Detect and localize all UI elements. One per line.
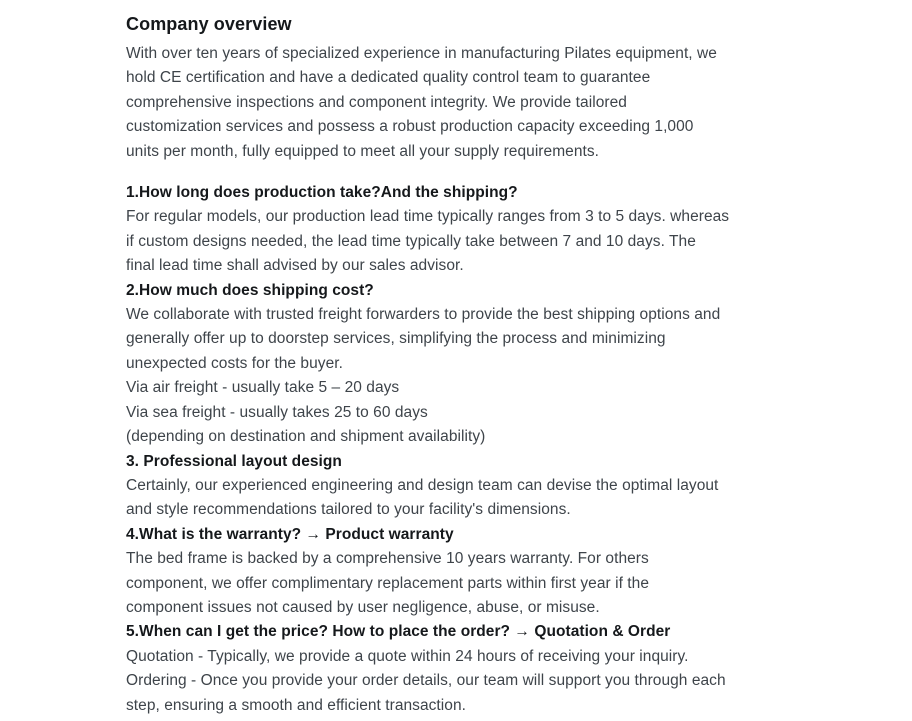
faq-answer-line: if custom designs needed, the lead time typically take between 7 and 10 days. The: [126, 232, 696, 250]
intro-line: With over ten years of specialized experience in manufacturing Pilates equipment, we: [126, 45, 717, 62]
faq-answer-line: The bed frame is backed by a comprehensive 10 years warranty. For others: [126, 550, 649, 568]
faq-answer-line: component, we offer complimentary replacement parts within first year if the: [126, 574, 649, 592]
faq-answer-line: and style recommendations tailored to your facility's dimensions.: [126, 501, 571, 519]
faq-question: 2.How much does shipping cost?: [126, 281, 374, 299]
faq-answer-line: Quotation - Typically, we provide a quote within 24 hours of receiving your inquiry.: [126, 647, 689, 665]
intro-line: customization services and possess a robust production capacity exceeding 1,000: [126, 118, 694, 136]
faq-question: 3. Professional layout design: [126, 452, 342, 470]
faq-answer-line: component issues not caused by user negligence, abuse, or misuse.: [126, 598, 600, 616]
faq-answer-line: final lead time shall advised by our sales advisor.: [126, 257, 464, 275]
faq-question: 4.What is the warranty? → Product warranty: [126, 525, 454, 543]
intro-line: units per month, fully equipped to meet all your supply requirements.: [126, 142, 600, 160]
page-title: Company overview: [126, 14, 292, 34]
paragraph-gap: [126, 164, 826, 181]
faq-answer-line: Ordering - Once you provide your order details, our team will support you through each: [126, 672, 726, 690]
company-overview-content: [126, 12, 826, 718]
faq-answer-line: Certainly, our experienced engineering and design team can devise the optimal layout: [126, 476, 719, 494]
faq-section-shipping-cost: [126, 279, 826, 450]
intro-paragraph: [126, 42, 826, 164]
faq-answer-line: We collaborate with trusted freight forwarders to provide the best shipping options and: [126, 306, 721, 324]
faq-section-production-time: [126, 181, 826, 279]
faq-answer-line: Via air freight - usually take 5 – 20 days: [126, 379, 400, 397]
faq-answer-line: Via sea freight - usually takes 25 to 60 days: [126, 403, 428, 421]
faq-answer-line: generally offer up to doorstep services, simplifying the process and minimizing: [126, 330, 666, 348]
faq-answer-line: unexpected costs for the buyer.: [126, 354, 343, 372]
intro-line: comprehensive inspections and component integrity. We provide tailored: [126, 93, 627, 111]
faq-question: 5.When can I get the price? How to place the order? → Quotation & Order: [126, 623, 671, 641]
faq-section-price-order: [126, 620, 826, 718]
faq-section-warranty: [126, 523, 826, 621]
faq-answer-line: For regular models, our production lead time typically ranges from 3 to 5 days. whereas: [126, 208, 730, 226]
intro-line: hold CE certification and have a dedicated quality control team to guarantee: [126, 69, 651, 87]
faq-answer-line: (depending on destination and shipment availability): [126, 428, 486, 446]
faq-section-layout-design: [126, 450, 826, 523]
faq-question: 1.How long does production take?And the shipping?: [126, 184, 518, 202]
faq-answer-line: step, ensuring a smooth and efficient transaction.: [126, 696, 466, 714]
